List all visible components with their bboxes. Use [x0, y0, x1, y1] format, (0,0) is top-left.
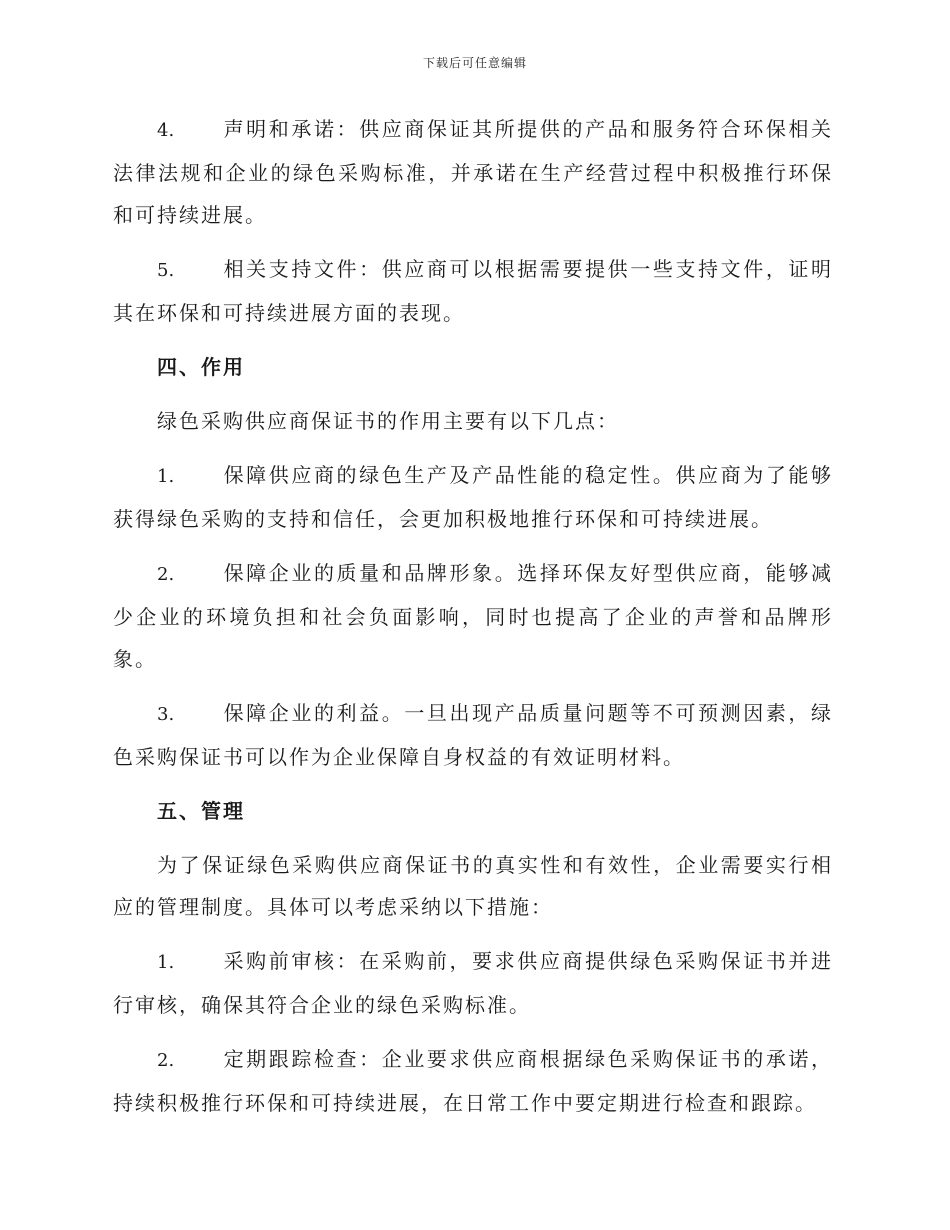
item-text: 保障企业的质量和品牌形象。选择环保友好型供应商，能够减少企业的环境负担和社会负面影响，同时也提高了企业的声誉和品牌形象。	[113, 561, 833, 671]
list-item	[113, 1038, 833, 1124]
item-text: 相关支持文件：供应商可以根据需要提供一些支持文件，证明其在环保和可持续进展方面的表现。	[113, 257, 833, 325]
section-heading: 五、管理	[157, 799, 245, 823]
page-header: 下载后可任意编辑	[422, 56, 527, 70]
item-number: 2.	[157, 564, 175, 585]
list-item	[113, 940, 833, 1026]
list-item	[113, 248, 833, 334]
section-intro: 为了保证绿色采购供应商保证书的真实性和有效性，企业需要实行相应的管理制度。具体可以考虑采纳以下措施：	[113, 853, 833, 919]
item-text: 采购前审核：在采购前，要求供应商提供绿色采购保证书并进行审核，确保其符合企业的绿色采购标准。	[113, 949, 833, 1017]
list-item	[113, 692, 833, 778]
section-heading: 四、作用	[157, 355, 245, 379]
item-text: 定期跟踪检查：企业要求供应商根据绿色采购保证书的承诺，持续积极推行环保和可持续进展，在日常工作中要定期进行检查和跟踪。	[113, 1047, 833, 1115]
item-text: 保障供应商的绿色生产及产品性能的稳定性。供应商为了能够获得绿色采购的支持和信任，会更加积极地推行环保和可持续进展。	[113, 463, 833, 531]
list-item	[113, 108, 833, 236]
item-text: 保障企业的利益。一旦出现产品质量问题等不可预测因素，绿色采购保证书可以作为企业保障自身权益的有效证明材料。	[113, 701, 833, 769]
item-text: 声明和承诺：供应商保证其所提供的产品和服务符合环保相关法律法规和企业的绿色采购标准，并承诺在生产经营过程中积极推行环保和可持续进展。	[113, 117, 833, 227]
list-item	[113, 454, 833, 540]
item-number: 1.	[157, 952, 175, 973]
item-number: 2.	[157, 1050, 175, 1071]
document-body	[113, 108, 833, 1136]
item-number: 3.	[157, 704, 175, 725]
item-number: 4.	[157, 120, 175, 141]
section-intro: 绿色采购供应商保证书的作用主要有以下几点：	[157, 409, 619, 433]
item-number: 5.	[157, 260, 175, 281]
list-item	[113, 552, 833, 680]
item-number: 1.	[157, 466, 175, 487]
